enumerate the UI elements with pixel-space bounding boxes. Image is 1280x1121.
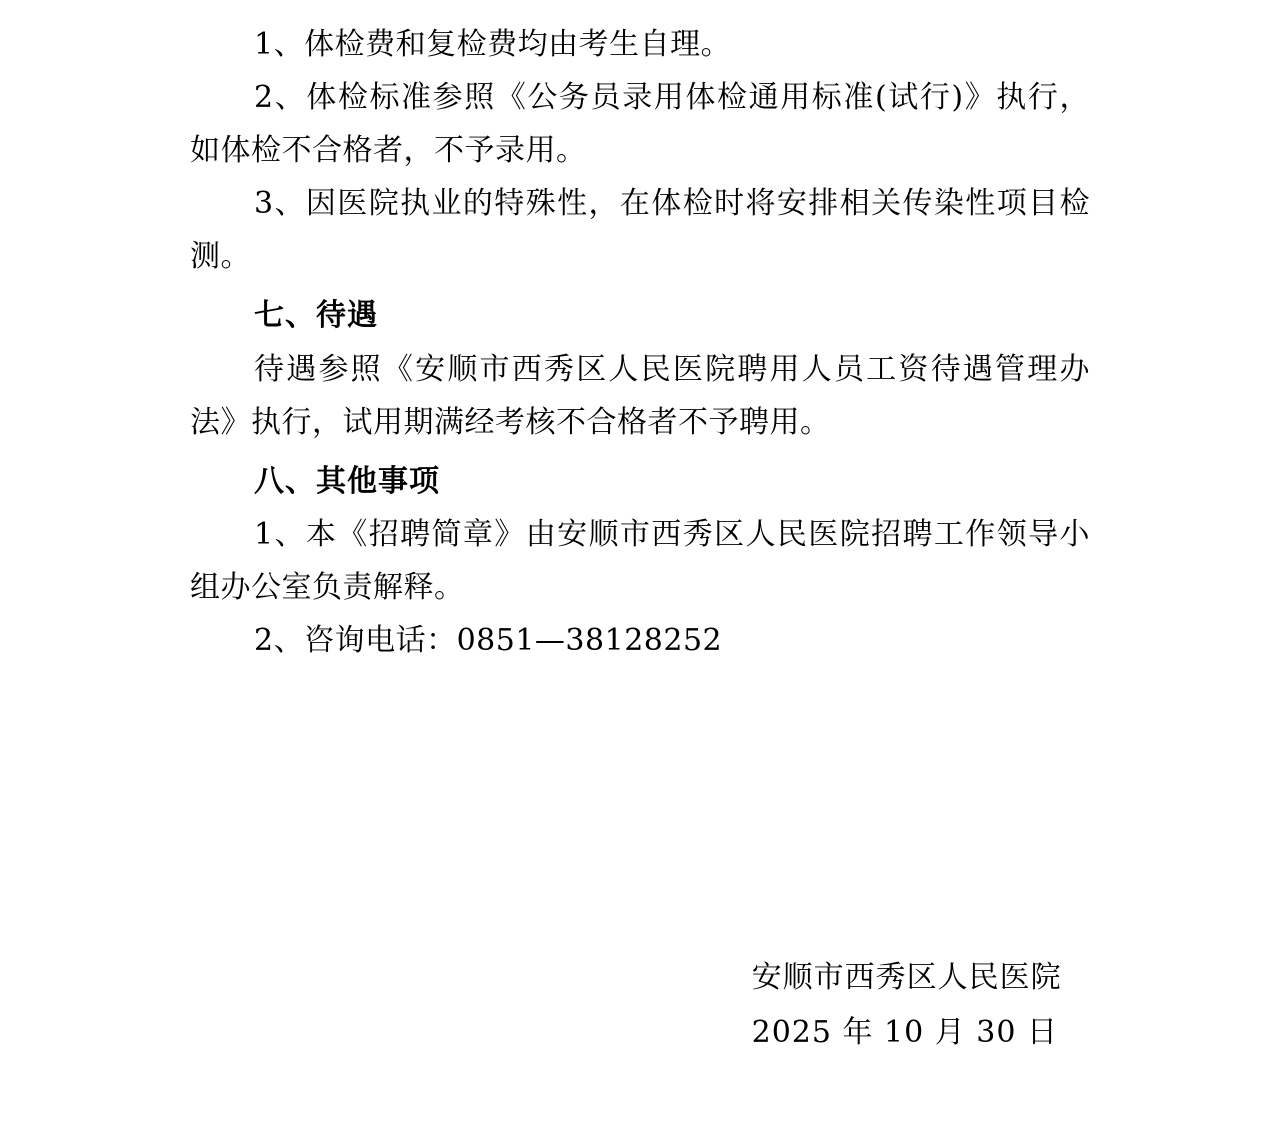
section-seven-paragraph: 待遇参照《安顺市西秀区人民医院聘用人员工资待遇管理办法》执行，试用期满经考核不合格者不予聘用。 — [190, 351, 1090, 440]
section-eight-paragraph-1: 1、本《招聘简章》由安顺市西秀区人民医院招聘工作领导小组办公室负责解释。 — [190, 516, 1090, 605]
signature-block — [752, 955, 1062, 1055]
section-heading-seven: 七、待遇 — [254, 298, 378, 334]
paragraph-item-3: 3、因医院执业的特殊性，在体检时将安排相关传染性项目检测。 — [190, 186, 1090, 275]
document-body — [190, 18, 1090, 667]
section-heading-eight: 八、其他事项 — [254, 463, 440, 499]
signature-date: 2025 年 10 月 30 日 — [751, 1015, 1058, 1050]
paragraph-item-1: 1、体检费和复检费均由考生自理。 — [254, 27, 732, 62]
signature-organization: 安顺市西秀区人民医院 — [751, 960, 1062, 995]
section-eight-paragraph-2: 2、咨询电话：0851—38128252 — [254, 623, 723, 659]
paragraph-item-2: 2、体检标准参照《公务员录用体检通用标准(试行)》执行，如体检不合格者，不予录用。 — [190, 80, 1090, 169]
